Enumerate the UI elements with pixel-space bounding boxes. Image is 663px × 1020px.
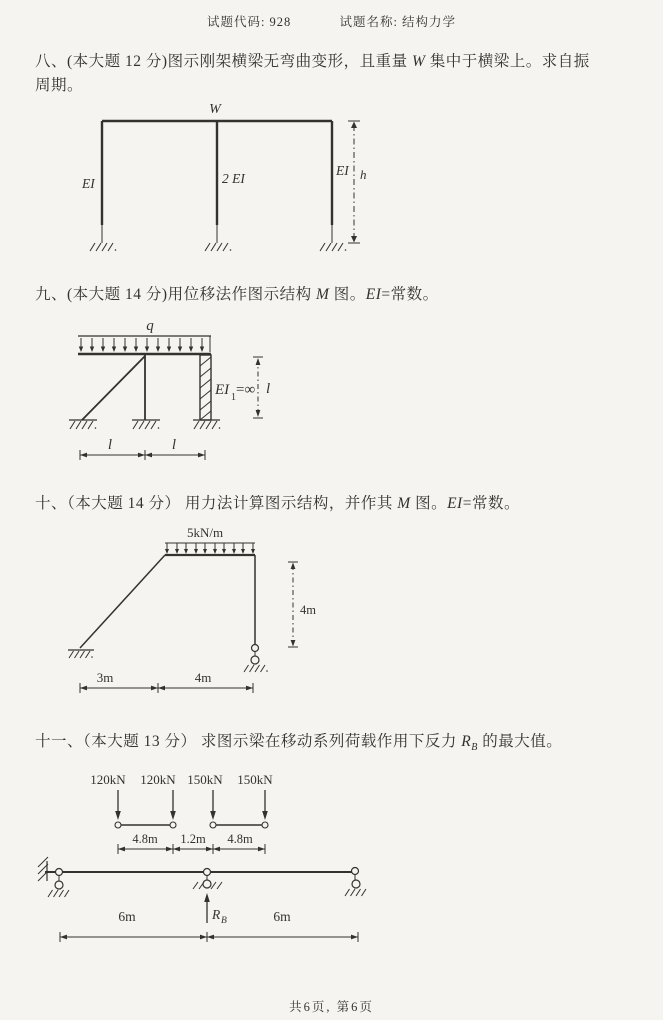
q10-text3: =常数。 [462, 495, 520, 512]
q8-frame [102, 121, 332, 243]
q10-distributed-load [165, 543, 255, 554]
q10-4m-vertical-label: 4m [300, 603, 316, 617]
q11-load2-label: 120kN [140, 772, 176, 787]
q11-dim1-label: 4.8m [132, 832, 158, 846]
q9-supports [69, 420, 220, 429]
q9-l-dimension-vertical [253, 357, 270, 418]
q11-load-dimensions [118, 832, 265, 854]
q9-text2: 图。 [329, 286, 366, 303]
q11-beam-diagram [25, 765, 440, 955]
q9-ei1-label: EI [215, 382, 230, 398]
q9-rigid-label [214, 382, 255, 403]
q10-right-roller-support [244, 645, 268, 673]
q9-l1-label: l [107, 437, 113, 453]
q9-members [78, 354, 211, 420]
q8-load-w-label: W [209, 102, 221, 117]
q9-ei1-sub: 1 [231, 392, 236, 403]
q9-text3: =常数。 [381, 286, 439, 303]
q8-h-label: h [360, 167, 367, 182]
q10-structure-diagram [40, 525, 335, 700]
q9-ei1-inf: =∞ [236, 382, 256, 398]
q9-l2-label: l [171, 437, 177, 453]
q11-span2-label: 6m [273, 909, 291, 924]
page-header [0, 12, 663, 30]
q10-left-support [68, 650, 94, 658]
q8-title-line2 [35, 74, 643, 97]
q8-ei-mid-label: 2 EI [222, 171, 245, 186]
q11-rb-reaction [204, 893, 227, 926]
q9-q-load-label: q [146, 318, 154, 334]
q11-left-wall [38, 857, 48, 881]
q9-title [35, 283, 643, 306]
q11-r-symbol: R [461, 733, 472, 750]
q11-text2: 的最大值。 [477, 733, 563, 750]
q10-m-symbol: M [397, 495, 411, 512]
exam-name: 试题名称: 结构力学 [339, 15, 457, 29]
q10-text: 十、（本大题 14 分） 用力法计算图示结构，并作其 [35, 495, 398, 512]
q8-text: 八、(本大题 12 分)图示刚架横梁无弯曲变形，且重量 [35, 53, 412, 70]
q8-title-line1 [35, 50, 643, 73]
q11-rb-sub: B [221, 916, 227, 926]
q9-l-vertical-label: l [266, 381, 271, 397]
q8-ei-right-label: EI [336, 163, 349, 178]
q8-text2: 集中于横梁上。求自振 [425, 53, 590, 70]
q11-span-dimensions [60, 909, 358, 942]
q8-frame-diagram [60, 95, 390, 260]
page-footer [0, 997, 663, 1015]
page-number: 共6页, 第6页 [289, 1000, 374, 1014]
q11-dim3-label: 4.8m [227, 832, 253, 846]
exam-code: 试题代码: 928 [206, 15, 292, 29]
q9-bottom-dimensions [80, 437, 205, 460]
q10-v-dimension [288, 562, 316, 647]
q11-span1-label: 6m [118, 909, 136, 924]
q9-m-symbol: M [315, 286, 330, 303]
q11-dim2-label: 1.2m [180, 832, 206, 846]
q11-load-labels [90, 772, 273, 787]
q8-ei-left-label: EI [82, 176, 95, 191]
q9-structure-diagram [55, 318, 290, 468]
q8-w-symbol: W [411, 53, 426, 70]
q10-members [80, 555, 255, 648]
q10-load-label: 5kN/m [186, 525, 224, 540]
q8-supports [90, 243, 346, 251]
q8-text3: 周期。 [35, 77, 84, 94]
q9-text: 九、(本大题 14 分)用位移法作图示结构 [35, 286, 316, 303]
q9-distributed-load [78, 336, 211, 352]
q11-title [35, 730, 643, 759]
q10-text2: 图。 [410, 495, 448, 512]
q11-load3-label: 150kN [187, 772, 223, 787]
q10-title [35, 492, 643, 515]
q11-load4-label: 150kN [237, 772, 273, 787]
q8-h-dimension [348, 121, 360, 243]
q11-load1-label: 120kN [90, 772, 126, 787]
q10-bottom-dimensions [80, 670, 253, 693]
q9-ei-symbol: EI [365, 286, 382, 303]
q11-rb-label: R [212, 907, 221, 922]
q11-load-arrows [115, 790, 268, 820]
q10-ei-symbol: EI [447, 495, 463, 512]
q10-3m-label: 3m [96, 670, 114, 685]
q11-r-subscript: B [471, 742, 478, 754]
q10-4m-label: 4m [194, 670, 212, 685]
q11-text: 十一、（本大题 13 分） 求图示梁在移动系列荷载作用下反力 [35, 733, 462, 750]
q11-load-bogies [115, 822, 268, 828]
